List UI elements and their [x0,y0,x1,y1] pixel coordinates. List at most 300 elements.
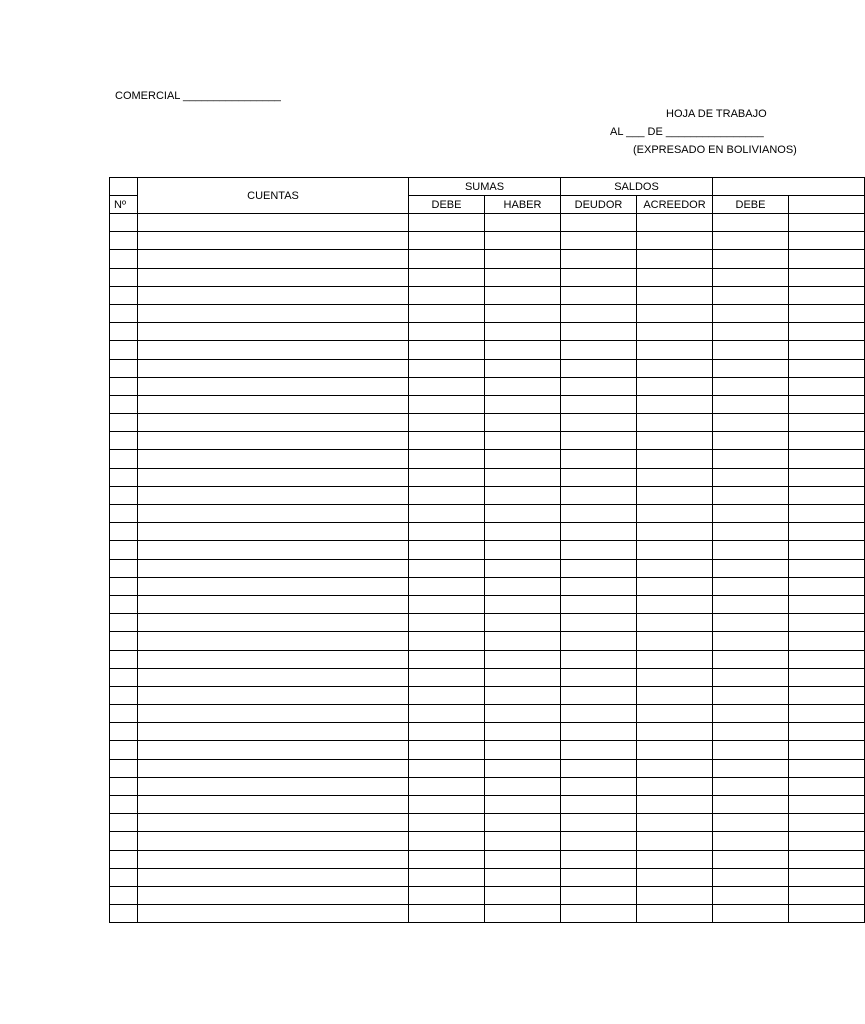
table-cell[interactable] [789,468,865,486]
table-cell[interactable] [561,486,637,504]
table-cell[interactable] [485,323,561,341]
table-cell[interactable] [138,796,409,814]
table-cell[interactable] [637,723,713,741]
table-cell[interactable] [138,232,409,250]
table-cell[interactable] [713,359,789,377]
table-cell[interactable] [110,250,138,268]
table-cell[interactable] [110,432,138,450]
table-cell[interactable] [485,832,561,850]
table-cell[interactable] [789,668,865,686]
table-cell[interactable] [409,668,485,686]
table-cell[interactable] [110,523,138,541]
table-cell[interactable] [789,323,865,341]
table-cell[interactable] [485,868,561,886]
table-cell[interactable] [138,323,409,341]
table-cell[interactable] [138,614,409,632]
table-cell[interactable] [561,668,637,686]
table-cell[interactable] [110,214,138,232]
table-cell[interactable] [485,541,561,559]
table-cell[interactable] [789,377,865,395]
table-cell[interactable] [789,486,865,504]
table-cell[interactable] [110,814,138,832]
table-cell[interactable] [110,741,138,759]
table-cell[interactable] [110,468,138,486]
table-cell[interactable] [637,814,713,832]
table-cell[interactable] [561,341,637,359]
table-cell[interactable] [637,505,713,523]
table-cell[interactable] [637,414,713,432]
table-cell[interactable] [561,432,637,450]
table-cell[interactable] [409,341,485,359]
table-cell[interactable] [713,377,789,395]
table-cell[interactable] [713,832,789,850]
table-cell[interactable] [561,868,637,886]
table-cell[interactable] [713,796,789,814]
table-cell[interactable] [485,632,561,650]
table-cell[interactable] [637,432,713,450]
table-cell[interactable] [485,686,561,704]
table-cell[interactable] [713,304,789,322]
table-cell[interactable] [637,523,713,541]
table-cell[interactable] [110,486,138,504]
table-cell[interactable] [713,705,789,723]
table-cell[interactable] [637,450,713,468]
table-cell[interactable] [138,650,409,668]
table-cell[interactable] [138,905,409,923]
table-cell[interactable] [713,214,789,232]
table-cell[interactable] [561,759,637,777]
table-cell[interactable] [789,868,865,886]
table-cell[interactable] [561,905,637,923]
table-cell[interactable] [485,741,561,759]
table-cell[interactable] [713,450,789,468]
table-cell[interactable] [637,868,713,886]
table-cell[interactable] [138,705,409,723]
table-cell[interactable] [485,486,561,504]
table-cell[interactable] [713,777,789,795]
table-cell[interactable] [561,523,637,541]
table-cell[interactable] [138,577,409,595]
table-cell[interactable] [561,468,637,486]
table-cell[interactable] [110,286,138,304]
table-cell[interactable] [138,414,409,432]
table-cell[interactable] [637,468,713,486]
table-cell[interactable] [561,723,637,741]
table-cell[interactable] [138,377,409,395]
table-cell[interactable] [561,505,637,523]
table-cell[interactable] [789,304,865,322]
table-cell[interactable] [789,632,865,650]
table-cell[interactable] [138,268,409,286]
table-cell[interactable] [409,595,485,613]
table-cell[interactable] [561,304,637,322]
table-cell[interactable] [789,886,865,904]
table-cell[interactable] [409,686,485,704]
table-cell[interactable] [110,705,138,723]
table-cell[interactable] [789,505,865,523]
table-cell[interactable] [713,650,789,668]
table-cell[interactable] [409,850,485,868]
table-cell[interactable] [561,886,637,904]
table-cell[interactable] [789,214,865,232]
table-cell[interactable] [637,886,713,904]
table-cell[interactable] [789,450,865,468]
table-cell[interactable] [789,705,865,723]
table-cell[interactable] [637,232,713,250]
table-cell[interactable] [789,577,865,595]
table-cell[interactable] [789,414,865,432]
table-cell[interactable] [789,723,865,741]
table-cell[interactable] [138,850,409,868]
table-cell[interactable] [409,759,485,777]
table-cell[interactable] [713,723,789,741]
table-cell[interactable] [637,759,713,777]
table-cell[interactable] [110,650,138,668]
table-cell[interactable] [138,450,409,468]
table-cell[interactable] [485,304,561,322]
table-cell[interactable] [138,468,409,486]
table-cell[interactable] [138,341,409,359]
table-cell[interactable] [110,268,138,286]
table-cell[interactable] [409,268,485,286]
table-cell[interactable] [637,304,713,322]
table-cell[interactable] [713,668,789,686]
table-cell[interactable] [409,523,485,541]
table-cell[interactable] [561,323,637,341]
table-cell[interactable] [789,814,865,832]
table-cell[interactable] [637,323,713,341]
table-cell[interactable] [561,741,637,759]
table-cell[interactable] [409,505,485,523]
table-cell[interactable] [789,686,865,704]
table-cell[interactable] [713,759,789,777]
table-cell[interactable] [713,414,789,432]
table-cell[interactable] [409,868,485,886]
table-cell[interactable] [409,541,485,559]
table-cell[interactable] [110,905,138,923]
table-cell[interactable] [138,777,409,795]
table-cell[interactable] [637,850,713,868]
table-cell[interactable] [110,777,138,795]
table-cell[interactable] [110,505,138,523]
table-cell[interactable] [485,214,561,232]
table-cell[interactable] [561,595,637,613]
table-cell[interactable] [409,450,485,468]
table-cell[interactable] [561,850,637,868]
table-cell[interactable] [637,486,713,504]
table-cell[interactable] [409,468,485,486]
table-cell[interactable] [485,814,561,832]
table-cell[interactable] [138,486,409,504]
table-cell[interactable] [485,395,561,413]
table-cell[interactable] [485,577,561,595]
table-cell[interactable] [789,741,865,759]
table-cell[interactable] [561,832,637,850]
table-cell[interactable] [561,796,637,814]
table-cell[interactable] [713,868,789,886]
table-cell[interactable] [110,304,138,322]
table-cell[interactable] [409,777,485,795]
table-cell[interactable] [561,614,637,632]
table-cell[interactable] [110,595,138,613]
table-cell[interactable] [789,905,865,923]
table-cell[interactable] [485,759,561,777]
table-cell[interactable] [110,832,138,850]
table-cell[interactable] [110,395,138,413]
table-cell[interactable] [485,705,561,723]
table-cell[interactable] [485,886,561,904]
table-cell[interactable] [789,523,865,541]
table-cell[interactable] [713,286,789,304]
table-cell[interactable] [138,559,409,577]
table-cell[interactable] [110,868,138,886]
table-cell[interactable] [485,268,561,286]
table-cell[interactable] [637,541,713,559]
table-cell[interactable] [637,614,713,632]
table-cell[interactable] [485,377,561,395]
table-cell[interactable] [637,832,713,850]
table-cell[interactable] [561,250,637,268]
table-cell[interactable] [110,341,138,359]
table-cell[interactable] [713,686,789,704]
table-cell[interactable] [713,541,789,559]
table-cell[interactable] [713,814,789,832]
table-cell[interactable] [485,723,561,741]
table-cell[interactable] [789,559,865,577]
table-cell[interactable] [409,232,485,250]
table-cell[interactable] [485,559,561,577]
table-cell[interactable] [637,286,713,304]
table-cell[interactable] [409,250,485,268]
table-cell[interactable] [637,686,713,704]
table-cell[interactable] [409,577,485,595]
table-cell[interactable] [713,577,789,595]
table-cell[interactable] [485,523,561,541]
table-cell[interactable] [713,850,789,868]
table-cell[interactable] [789,850,865,868]
table-cell[interactable] [110,886,138,904]
table-cell[interactable] [789,250,865,268]
table-cell[interactable] [409,286,485,304]
table-cell[interactable] [138,541,409,559]
table-cell[interactable] [409,814,485,832]
table-cell[interactable] [409,705,485,723]
table-cell[interactable] [409,650,485,668]
table-cell[interactable] [138,741,409,759]
table-cell[interactable] [789,395,865,413]
table-cell[interactable] [409,741,485,759]
table-cell[interactable] [138,505,409,523]
table-cell[interactable] [561,286,637,304]
table-cell[interactable] [485,232,561,250]
table-cell[interactable] [138,814,409,832]
table-cell[interactable] [138,359,409,377]
table-cell[interactable] [789,595,865,613]
table-cell[interactable] [713,741,789,759]
table-cell[interactable] [485,796,561,814]
table-cell[interactable] [409,304,485,322]
table-cell[interactable] [561,705,637,723]
table-cell[interactable] [789,432,865,450]
table-cell[interactable] [409,414,485,432]
table-cell[interactable] [138,723,409,741]
table-cell[interactable] [713,632,789,650]
table-cell[interactable] [485,905,561,923]
table-cell[interactable] [138,304,409,322]
table-cell[interactable] [409,214,485,232]
table-cell[interactable] [110,232,138,250]
table-cell[interactable] [789,759,865,777]
table-cell[interactable] [138,686,409,704]
table-cell[interactable] [138,395,409,413]
table-cell[interactable] [561,541,637,559]
table-cell[interactable] [110,796,138,814]
table-cell[interactable] [713,432,789,450]
table-cell[interactable] [789,341,865,359]
table-cell[interactable] [110,723,138,741]
table-cell[interactable] [110,323,138,341]
table-cell[interactable] [637,268,713,286]
table-cell[interactable] [110,614,138,632]
table-cell[interactable] [713,250,789,268]
table-cell[interactable] [485,432,561,450]
table-cell[interactable] [637,668,713,686]
table-cell[interactable] [138,250,409,268]
table-cell[interactable] [561,814,637,832]
table-cell[interactable] [138,868,409,886]
table-cell[interactable] [561,359,637,377]
table-cell[interactable] [409,559,485,577]
table-cell[interactable] [637,777,713,795]
table-cell[interactable] [485,595,561,613]
table-cell[interactable] [485,341,561,359]
table-cell[interactable] [110,632,138,650]
table-cell[interactable] [637,359,713,377]
table-cell[interactable] [485,650,561,668]
table-cell[interactable] [561,650,637,668]
table-cell[interactable] [409,614,485,632]
table-cell[interactable] [409,632,485,650]
table-cell[interactable] [561,450,637,468]
table-cell[interactable] [789,359,865,377]
table-cell[interactable] [561,559,637,577]
table-cell[interactable] [110,359,138,377]
table-cell[interactable] [138,286,409,304]
table-cell[interactable] [713,505,789,523]
table-cell[interactable] [138,432,409,450]
table-cell[interactable] [110,377,138,395]
table-cell[interactable] [713,395,789,413]
table-cell[interactable] [138,523,409,541]
table-cell[interactable] [713,523,789,541]
table-cell[interactable] [637,741,713,759]
table-cell[interactable] [637,650,713,668]
table-cell[interactable] [110,450,138,468]
table-cell[interactable] [789,796,865,814]
table-cell[interactable] [110,759,138,777]
table-cell[interactable] [713,614,789,632]
table-cell[interactable] [485,614,561,632]
table-cell[interactable] [485,250,561,268]
table-cell[interactable] [409,323,485,341]
table-cell[interactable] [485,468,561,486]
table-cell[interactable] [637,559,713,577]
table-cell[interactable] [561,777,637,795]
table-cell[interactable] [637,395,713,413]
table-cell[interactable] [110,850,138,868]
table-cell[interactable] [409,486,485,504]
table-cell[interactable] [561,377,637,395]
table-cell[interactable] [561,686,637,704]
table-cell[interactable] [110,686,138,704]
table-cell[interactable] [485,777,561,795]
table-cell[interactable] [409,723,485,741]
table-cell[interactable] [110,577,138,595]
table-cell[interactable] [713,341,789,359]
table-cell[interactable] [789,832,865,850]
table-cell[interactable] [485,850,561,868]
table-cell[interactable] [561,632,637,650]
table-cell[interactable] [789,614,865,632]
table-cell[interactable] [110,541,138,559]
table-cell[interactable] [138,632,409,650]
table-cell[interactable] [637,905,713,923]
table-cell[interactable] [789,286,865,304]
table-cell[interactable] [713,559,789,577]
table-cell[interactable] [409,796,485,814]
table-cell[interactable] [485,505,561,523]
table-cell[interactable] [789,232,865,250]
table-cell[interactable] [138,214,409,232]
table-cell[interactable] [713,486,789,504]
table-cell[interactable] [789,650,865,668]
table-cell[interactable] [409,395,485,413]
table-cell[interactable] [713,268,789,286]
table-cell[interactable] [485,286,561,304]
table-cell[interactable] [561,232,637,250]
table-cell[interactable] [713,468,789,486]
table-cell[interactable] [138,759,409,777]
table-cell[interactable] [637,595,713,613]
table-cell[interactable] [138,832,409,850]
table-cell[interactable] [110,559,138,577]
table-cell[interactable] [637,705,713,723]
table-cell[interactable] [409,432,485,450]
table-cell[interactable] [409,377,485,395]
table-cell[interactable] [409,359,485,377]
table-cell[interactable] [637,250,713,268]
table-cell[interactable] [713,905,789,923]
table-cell[interactable] [637,214,713,232]
table-cell[interactable] [713,232,789,250]
table-cell[interactable] [138,595,409,613]
table-cell[interactable] [637,377,713,395]
table-cell[interactable] [409,832,485,850]
table-cell[interactable] [637,632,713,650]
table-cell[interactable] [110,668,138,686]
table-cell[interactable] [713,595,789,613]
table-cell[interactable] [713,323,789,341]
table-cell[interactable] [561,268,637,286]
table-cell[interactable] [561,395,637,413]
table-cell[interactable] [561,414,637,432]
table-cell[interactable] [110,414,138,432]
table-cell[interactable] [789,268,865,286]
table-cell[interactable] [789,541,865,559]
table-cell[interactable] [789,777,865,795]
table-cell[interactable] [485,668,561,686]
table-cell[interactable] [561,577,637,595]
